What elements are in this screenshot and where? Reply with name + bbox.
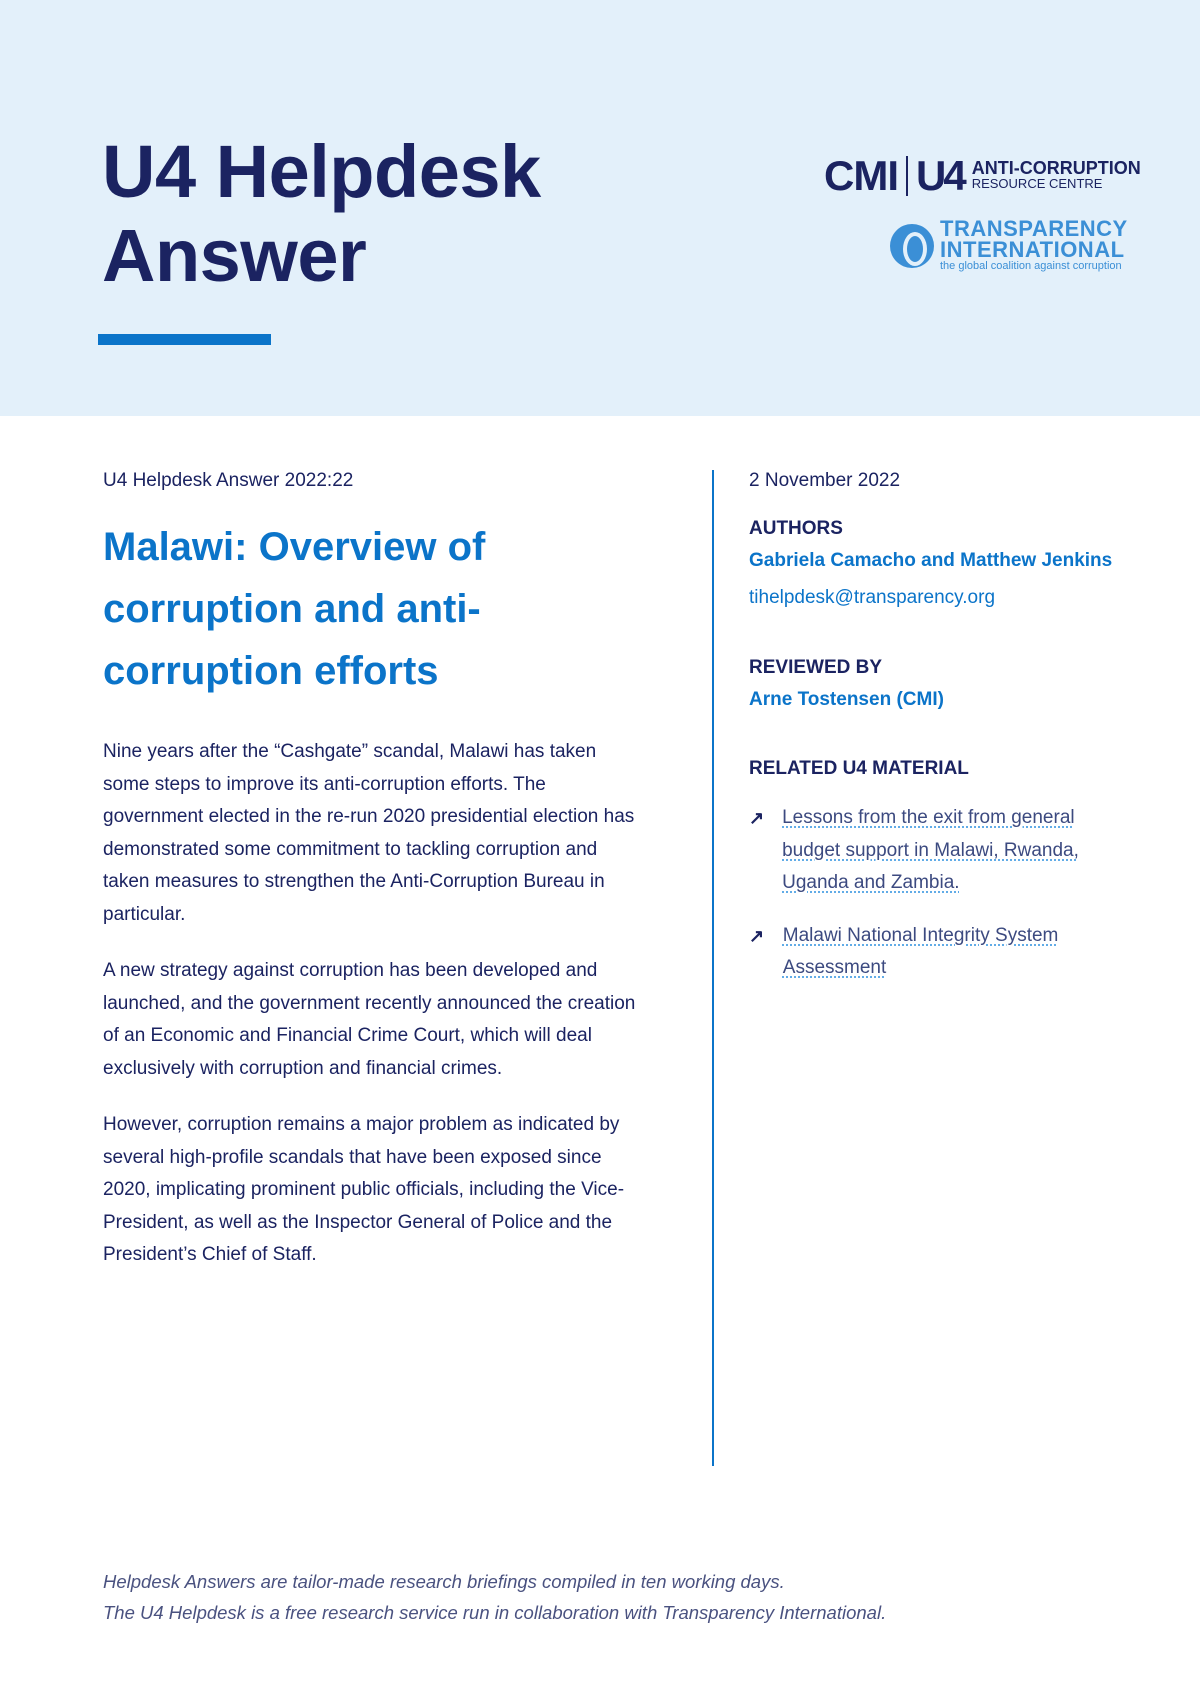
title-underline bbox=[98, 334, 271, 345]
page-title bbox=[102, 130, 541, 298]
summary-paragraph: A new strategy against corruption has been developed and launched, and the government recently announced the creation of an Economic and Financial Crime Court, which will deal exclusively with corruption and financial crimes. bbox=[103, 960, 636, 1079]
summary-paragraph: However, corruption remains a major problem as indicated by several high-profile scandals that have been exposed since 2020, implicating prominent public officials, including the Vice-President, as well as the Inspector General of Police and the President’s Chief of Staff. bbox=[103, 1114, 625, 1265]
reviewer: Arne Tostensen (CMI) bbox=[749, 689, 944, 710]
footer-note bbox=[103, 1566, 886, 1628]
ti-globe-icon bbox=[890, 224, 934, 268]
arrow-up-right-icon: ↗ bbox=[749, 808, 765, 828]
related-label: RELATED U4 MATERIAL bbox=[749, 758, 969, 779]
contact-email[interactable]: tihelpdesk@transparency.org bbox=[749, 587, 996, 608]
arrow-up-right-icon: ↗ bbox=[749, 925, 765, 946]
related-link[interactable]: Malawi National Integrity System Assessment bbox=[782, 924, 1059, 978]
main-column bbox=[103, 468, 643, 1272]
footer-line: Helpdesk Answers are tailor-made research briefings compiled in ten working days. bbox=[103, 1571, 785, 1592]
related-item bbox=[749, 920, 1119, 985]
related-link[interactable]: Lessons from the exit from general budget support in Malawi, Rwanda, Uganda and Zambia. bbox=[782, 807, 1079, 893]
transparency-international-logo bbox=[890, 218, 1128, 273]
logo-divider bbox=[906, 156, 908, 196]
reviewed-label: REVIEWED BY bbox=[749, 657, 883, 678]
u4-logo-line: ANTI-CORRUPTION bbox=[971, 158, 1141, 178]
summary bbox=[103, 736, 643, 1272]
publication-date: 2 November 2022 bbox=[749, 470, 901, 491]
footer-line: The U4 Helpdesk is a free research service run in collaboration with Transparency International. bbox=[103, 1602, 887, 1623]
authors: Gabriela Camacho and Matthew Jenkins bbox=[749, 550, 1113, 571]
ti-tagline: the global coalition against corruption bbox=[940, 260, 1122, 272]
ti-logo-line: INTERNATIONAL bbox=[940, 237, 1125, 262]
u4-logo-line: RESOURCE CENTRE bbox=[971, 176, 1103, 191]
sidebar bbox=[749, 468, 1119, 985]
document-heading: Malawi: Overview of corruption and anti-corruption efforts bbox=[103, 525, 486, 693]
summary-paragraph: Nine years after the “Cashgate” scandal, Malawi has taken some steps to improve its anti-corruption efforts. The government elected in the re-run 2020 presidential election has demonstrated some commitment to tackling corruption and taken measures to strengthen the Anti-Corruption Bureau in particular. bbox=[103, 741, 635, 925]
ti-logo-line: TRANSPARENCY bbox=[940, 216, 1128, 241]
related-item bbox=[749, 802, 1119, 900]
title-line: Answer bbox=[102, 214, 367, 297]
authors-label: AUTHORS bbox=[749, 518, 843, 539]
u4-logo-mark: U4 bbox=[916, 152, 964, 199]
title-line: U4 Helpdesk bbox=[102, 130, 541, 213]
cmi-u4-logo bbox=[824, 152, 1141, 200]
answer-reference: U4 Helpdesk Answer 2022:22 bbox=[103, 470, 354, 491]
column-divider bbox=[712, 470, 714, 1466]
cmi-logo-text: CMI bbox=[824, 152, 898, 199]
